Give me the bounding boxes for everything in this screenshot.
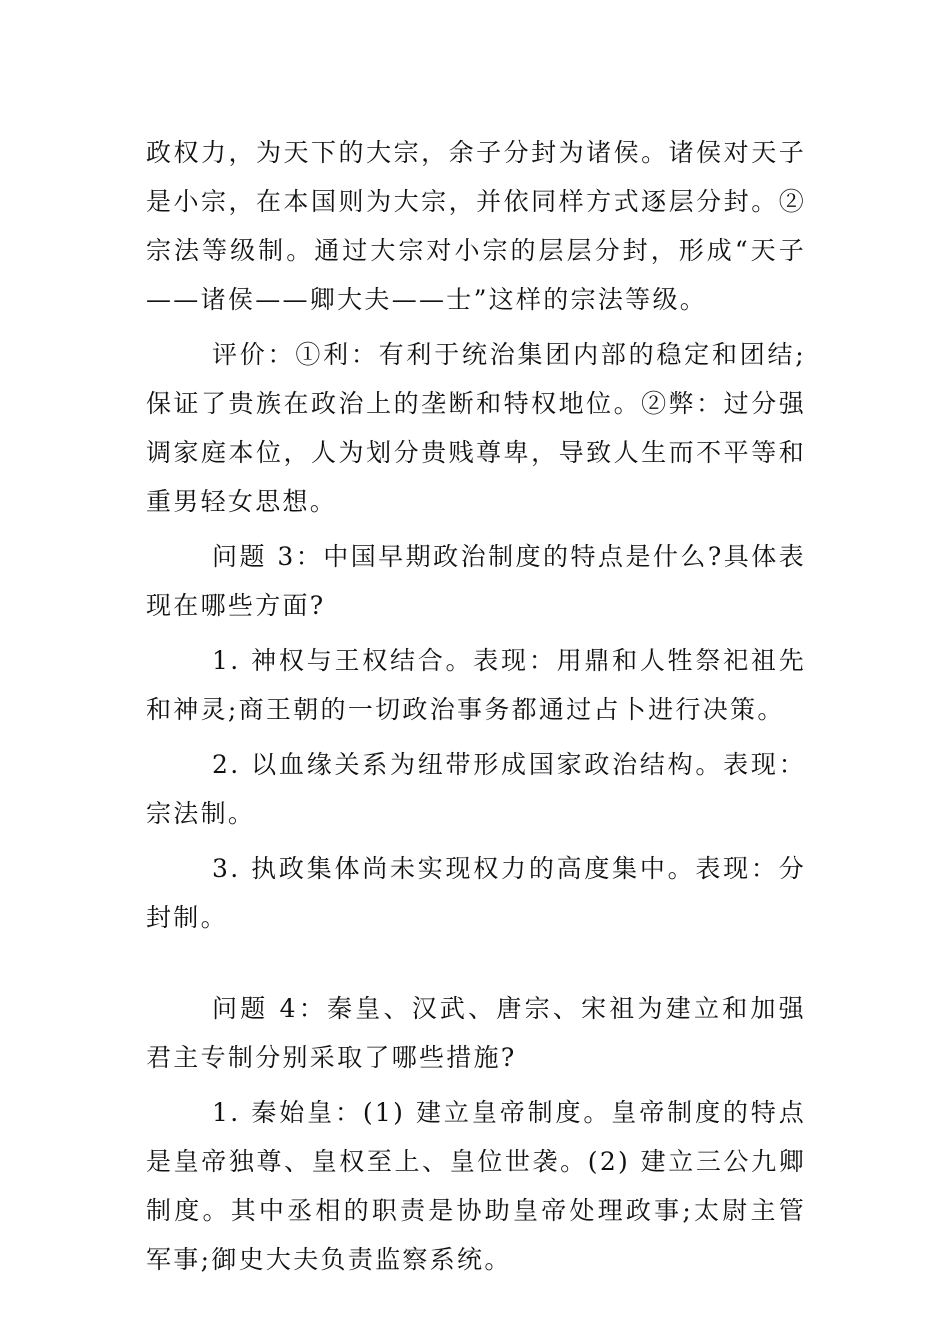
paragraph-gap — [146, 948, 806, 984]
paragraph-point-1: 1. 神权与王权结合。表现：用鼎和人牲祭祀祖先和神灵;商王朝的一切政治事务都通过占卜进行决策。 — [146, 646, 806, 724]
paragraph-point-2: 2. 以血缘关系为纽带形成国家政治结构。表现：宗法制。 — [146, 750, 806, 828]
paragraph-question-4: 问题 4：秦皇、汉武、唐宗、宋祖为建立和加强君主专制分别采取了哪些措施? — [146, 994, 806, 1072]
paragraph-evaluation: 评价：①利：有利于统治集团内部的稳定和团结;保证了贵族在政治上的垄断和特权地位。②弊：过分强调家庭本位，人为划分贵贱尊卑，导致人生而不平等和重男轻女思想。 — [146, 340, 806, 516]
paragraph-qin-shihuang: 1. 秦始皇：(1) 建立皇帝制度。皇帝制度的特点是皇帝独尊、皇权至上、皇位世袭。(2) 建立三公九卿制度。其中丞相的职责是协助皇帝处理政事;太尉主管军事;御史大夫负责监察系统。 — [146, 1098, 806, 1274]
paragraph-point-3: 3. 执政集体尚未实现权力的高度集中。表现：分封制。 — [146, 854, 806, 932]
document-body — [146, 128, 806, 1290]
paragraph-zongfa-hierarchy: 政权力，为天下的大宗，余子分封为诸侯。诸侯对天子是小宗，在本国则为大宗，并依同样方式逐层分封。②宗法等级制。通过大宗对小宗的层层分封，形成“天子——诸侯——卿大夫——士”这样的宗法等级。 — [146, 138, 806, 314]
paragraph-question-3: 问题 3：中国早期政治制度的特点是什么?具体表现在哪些方面? — [146, 542, 806, 620]
